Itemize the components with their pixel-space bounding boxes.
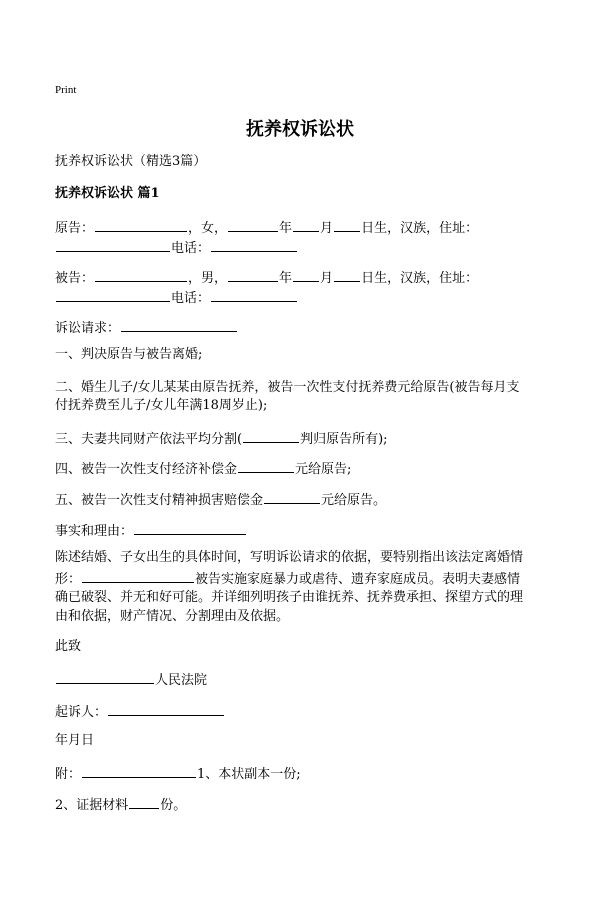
facts-paragraph-line-1: 陈述结婚、子女出生的具体时间，写明诉讼请求的依据，要特别指出该法定离婚情 bbox=[55, 550, 524, 565]
facts-blank[interactable] bbox=[134, 519, 246, 535]
claim-4-text-b: 元给原告; bbox=[295, 462, 352, 477]
salutation: 此致 bbox=[55, 639, 82, 654]
phone-label: 电话： bbox=[171, 241, 211, 256]
plaintiff-address-blank[interactable] bbox=[56, 236, 170, 252]
facts-text-b: 被告实施家庭暴力或虐待、遗弃家庭成员。表明夫妻感情 bbox=[195, 572, 521, 587]
claim-5-blank[interactable] bbox=[264, 488, 320, 504]
plaintiff-month-blank[interactable] bbox=[293, 216, 319, 232]
attachment-item-1: 1、本状副本一份; bbox=[197, 767, 301, 782]
plaintiff-label: 原告： bbox=[55, 221, 95, 236]
defendant-name-blank[interactable] bbox=[95, 266, 187, 282]
claim-3 bbox=[55, 427, 388, 451]
month-text: 月 bbox=[320, 221, 334, 236]
claim-2-line-2: 付抚养费至儿子/女儿年满18周岁止); bbox=[55, 398, 268, 413]
claim-5 bbox=[55, 488, 386, 512]
date-line: 年月日 bbox=[55, 733, 95, 748]
plaintiff-detail-text: 日生，汉族，住址： bbox=[361, 221, 479, 236]
claim-4-blank[interactable] bbox=[238, 457, 294, 473]
facts-text-a: 形： bbox=[55, 572, 82, 587]
claim-5-text-a: 五、被告一次性支付精神损害赔偿金 bbox=[55, 493, 264, 508]
claim-4 bbox=[55, 457, 351, 481]
defendant-label: 被告： bbox=[55, 271, 95, 286]
court-line bbox=[55, 668, 207, 692]
defendant-detail-text: 日生，汉族，住址： bbox=[361, 271, 479, 286]
court-name-blank[interactable] bbox=[56, 668, 154, 684]
defendant-address-blank[interactable] bbox=[56, 286, 170, 302]
evidence-line bbox=[55, 793, 186, 817]
claim-5-text-b: 元给原告。 bbox=[321, 493, 387, 508]
evidence-text-b: 份。 bbox=[160, 798, 187, 813]
facts-paragraph-line-4: 由和依据，财产情况、分割理由及依据。 bbox=[55, 609, 290, 624]
evidence-count-blank[interactable] bbox=[129, 793, 159, 809]
claims-blank[interactable] bbox=[121, 316, 237, 332]
print-label[interactable]: Print bbox=[55, 84, 77, 96]
facts-situation-blank[interactable] bbox=[82, 567, 194, 583]
defendant-line-2 bbox=[55, 286, 298, 310]
document-subtitle: 抚养权诉讼状（精选3篇） bbox=[55, 154, 207, 169]
phone-label: 电话： bbox=[171, 291, 211, 306]
plaintiff-gender-text: ，女， bbox=[188, 221, 228, 236]
defendant-month-blank[interactable] bbox=[293, 266, 319, 282]
year-text: 年 bbox=[279, 271, 293, 286]
attachment-label: 附： bbox=[55, 767, 82, 782]
facts-paragraph-line-3: 确已破裂、并无和好可能。并详细列明孩子由谁抚养、抚养费承担、探望方式的理 bbox=[55, 590, 524, 605]
claim-4-text-a: 四、被告一次性支付经济补偿金 bbox=[55, 462, 238, 477]
plaintiff-sign-label: 起诉人： bbox=[55, 705, 108, 720]
plaintiff-sign-blank[interactable] bbox=[108, 700, 224, 716]
section-heading: 抚养权诉讼状 篇1 bbox=[55, 186, 160, 201]
claim-3-blank[interactable] bbox=[243, 427, 299, 443]
facts-line bbox=[55, 519, 247, 543]
claims-label: 诉讼请求： bbox=[55, 321, 121, 336]
month-text: 月 bbox=[320, 271, 334, 286]
court-suffix: 人民法院 bbox=[155, 673, 208, 688]
claim-1: 一、判决原告与被告离婚; bbox=[55, 347, 203, 362]
plaintiff-line-2 bbox=[55, 236, 298, 260]
plaintiff-phone-blank[interactable] bbox=[211, 236, 297, 252]
claim-3-text-a: 三、夫妻共同财产依法平均分割( bbox=[55, 432, 243, 447]
defendant-day-blank[interactable] bbox=[334, 266, 360, 282]
plaintiff-name-blank[interactable] bbox=[95, 216, 187, 232]
claim-3-text-b: 判归原告所有); bbox=[300, 432, 388, 447]
defendant-phone-blank[interactable] bbox=[211, 286, 297, 302]
claim-2-line-1: 二、婚生儿子/女儿某某由原告抚养，被告一次性支付抚养费元给原告(被告每月支 bbox=[55, 380, 520, 395]
plaintiff-day-blank[interactable] bbox=[334, 216, 360, 232]
plaintiff-year-blank[interactable] bbox=[228, 216, 278, 232]
attachment-blank[interactable] bbox=[82, 762, 196, 778]
defendant-year-blank[interactable] bbox=[228, 266, 278, 282]
claims-line bbox=[55, 316, 238, 340]
defendant-gender-text: ，男， bbox=[188, 271, 228, 286]
evidence-text-a: 2、证据材料 bbox=[55, 798, 129, 813]
facts-label: 事实和理由： bbox=[55, 524, 134, 539]
page-title: 抚养权诉讼状 bbox=[246, 119, 354, 140]
year-text: 年 bbox=[279, 221, 293, 236]
plaintiff-signature-line bbox=[55, 700, 225, 724]
attachment-line bbox=[55, 762, 301, 786]
